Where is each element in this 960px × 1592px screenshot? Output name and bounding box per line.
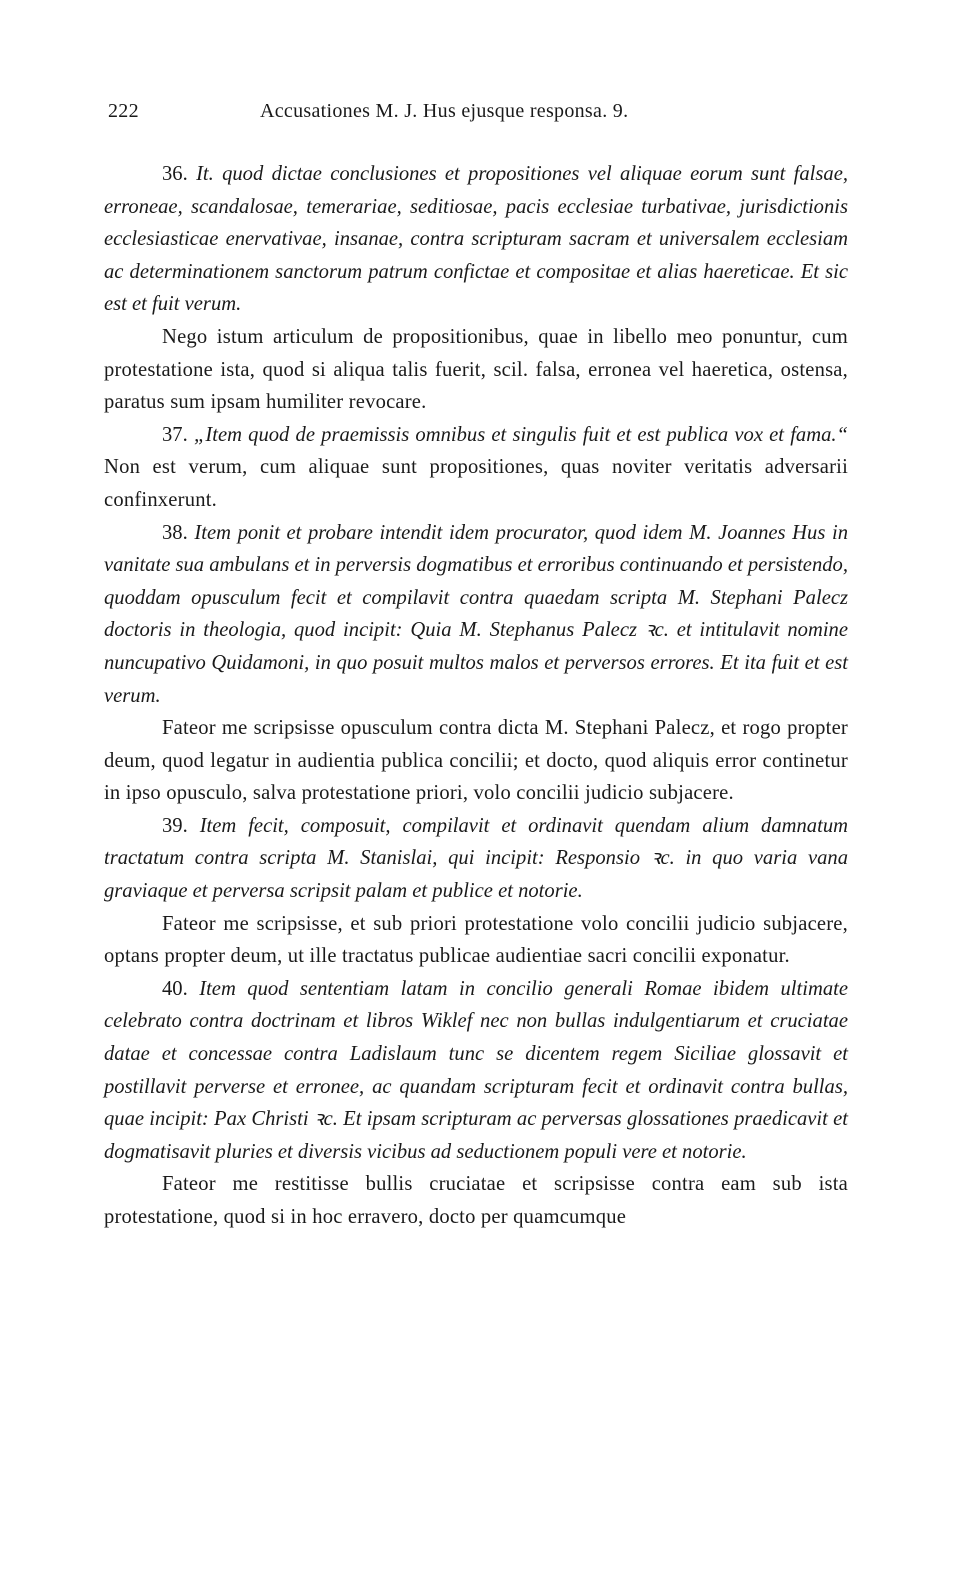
article-number: 39.	[162, 814, 188, 837]
response-39: Fateor me scripsisse, et sub priori protestatione volo concilii judicio subjacere, optans propter deum, ut ille tractatus publicae audientiae sacri concilii exponatur.	[104, 912, 848, 968]
page-body	[104, 158, 848, 1234]
article-number: 36.	[162, 163, 188, 185]
accusation-text: „Item quod de praemissis omnibus et singulis fuit et est publica vox et fama.“	[193, 423, 848, 446]
accusation-36	[104, 158, 848, 321]
accusation-text: Item quod sententiam latam in concilio generali Romae ibidem ultimate celebrato contra doctrinam et libros Wiklef nec non bullas indulgentiarum et cruciatae datae et concessae contra Ladislaum tunc se dicentem regem Siciliae glossavit et postillavit perverse et erronee, ac quandam scripturam fecit et ordinavit contra bullas, quae incipit: Pax Christi ꝛc. Et ipsam scripturam ac perversas glossationes praedicavit et dogmatisavit pluries et diversis vicibus ad seductionem populi vere et notorie.	[104, 977, 848, 1163]
accusation-38	[104, 517, 848, 713]
running-title: Accusationes M. J. Hus ejusque responsa. 9.	[260, 100, 629, 122]
response-text: Non est verum, cum aliquae sunt propositiones, quas noviter veritatis adversarii confinxerunt.	[104, 456, 848, 511]
article-number: 40.	[162, 977, 188, 1000]
article-37	[104, 419, 848, 517]
accusation-39	[104, 810, 848, 908]
page-number: 222	[108, 100, 139, 122]
article-number: 37.	[162, 423, 188, 446]
response-38: Fateor me scripsisse opusculum contra dicta M. Stephani Palecz, et rogo propter deum, quod legatur in audientia publica concilii; et docto, quod aliquis error continetur in ipso opusculo, salva protestatione priori, volo concilii judicio subjacere.	[104, 717, 848, 805]
accusation-text: Item fecit, composuit, compilavit et ordinavit quendam alium damnatum tractatum contra scripta M. Stanislai, qui incipit: Responsio ꝛc. in quo varia vana graviaque et perversa scripsit palam et publice et notorie.	[104, 814, 848, 903]
response-40: Fateor me restitisse bullis cruciatae et scripsisse contra eam sub ista protestatione, quod si in hoc erravero, docto per quamcumque	[104, 1173, 848, 1228]
accusation-text: Item ponit et probare intendit idem procurator, quod idem M. Joannes Hus in vanitate sua ambulans et in perversis dogmatibus et erroribus continuando et persistendo, quoddam opusculum fecit et compilavit contra quaedam scripta M. Stephani Palecz doctoris in theologia, quod incipit: Quia M. Stephanus Palecz ꝛc. et intitulavit nomine nuncupativo Quidamoni, in quo posuit multos malos et perversos errores. Et ita fuit et est verum.	[104, 521, 848, 707]
response-36: Nego istum articulum de propositionibus, quae in libello meo ponuntur, cum protestatione ista, quod si aliqua talis fuerit, scil. falsa, erronea vel haeretica, ostensa, paratus sum ipsam humiliter revocare.	[104, 325, 848, 414]
running-header	[104, 96, 848, 130]
book-page	[104, 96, 848, 1234]
accusation-text: It. quod dictae conclusiones et propositiones vel aliquae eorum sunt falsae, erroneae, scandalosae, temerariae, seditiosae, pacis ecclesiae turbativae, jurisdictionis ecclesiasticae enervativae, insanae, contra scripturam sacram et universalem ecclesiam ac determinationem sanctorum patrum confictae et compositae et alias haereticae. Et sic est et fuit verum.	[104, 163, 848, 316]
accusation-40	[104, 973, 848, 1169]
article-number: 38.	[162, 521, 188, 544]
